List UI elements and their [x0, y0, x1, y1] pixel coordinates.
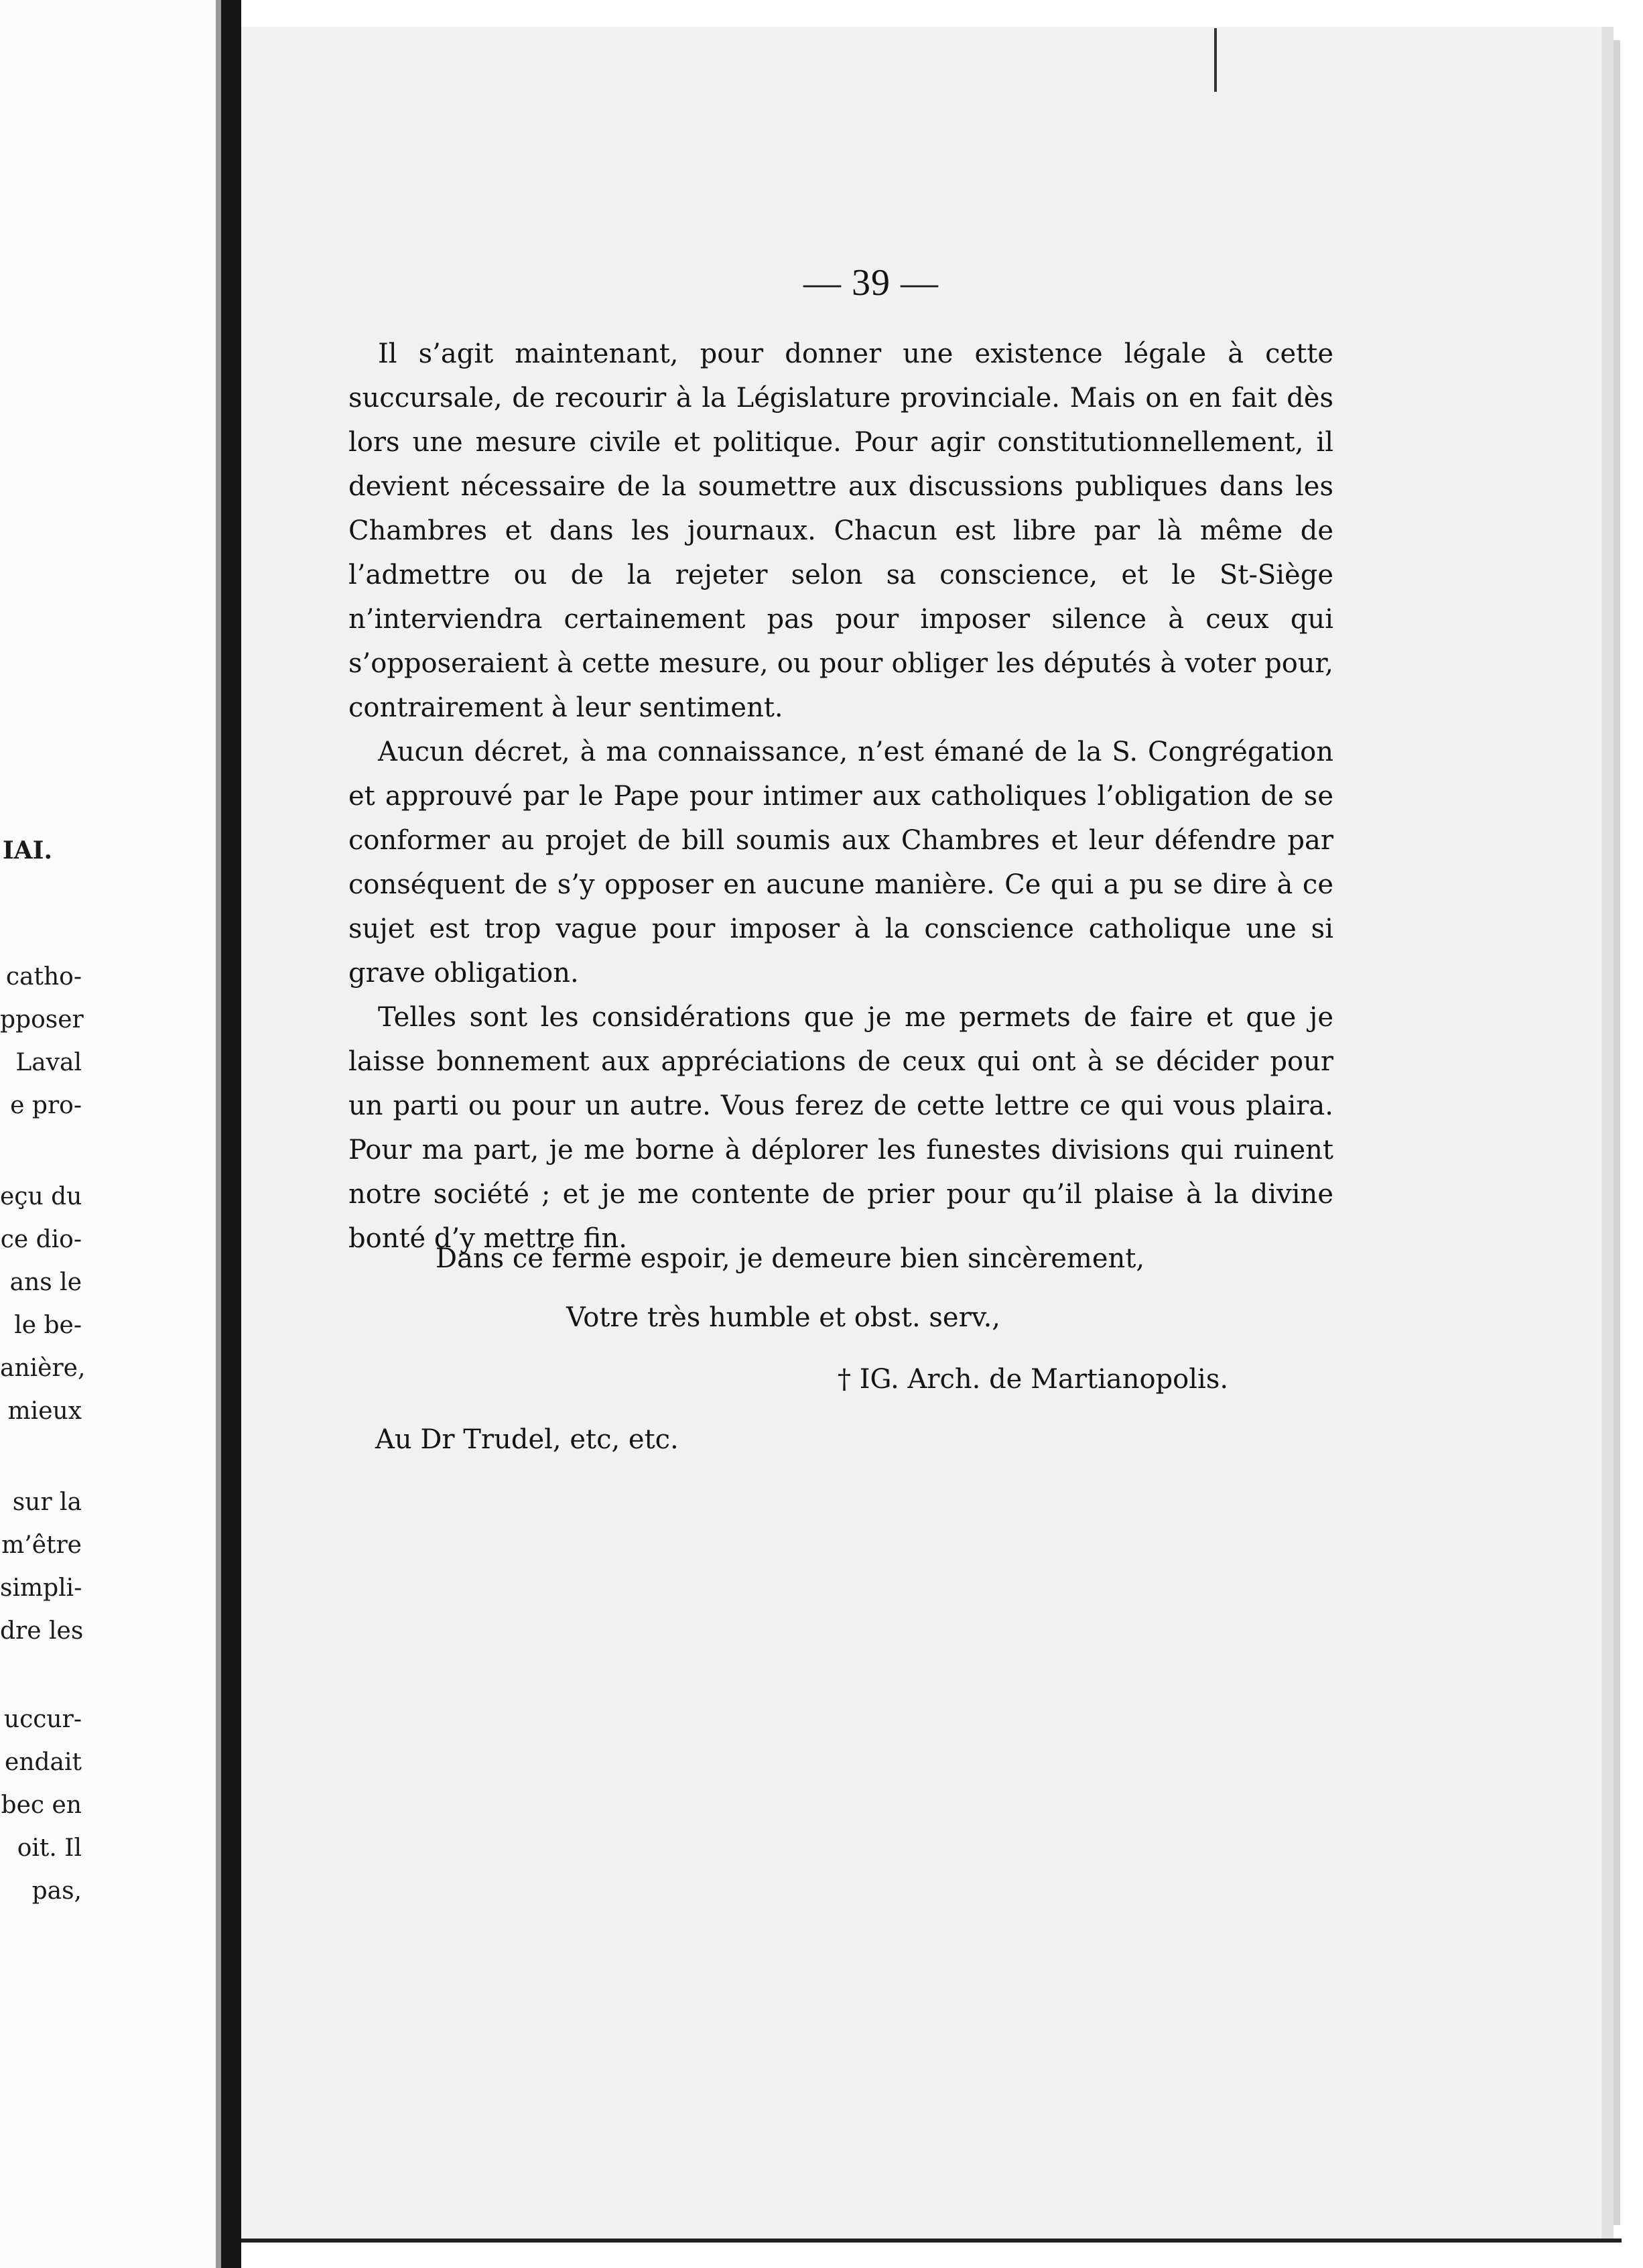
left-page-line: Laval — [15, 1049, 82, 1076]
paragraph: Aucun décret, à ma connaissance, n’est émané de la S. Congrégation et approuvé par le Pape pour intimer aux catholiques l’obligation de se conformer au projet de bill soumis aux Chambres et leur défendre par conséquent de s’y opposer en aucune manière. Ce qui a pu se dire à ce sujet est trop vague pour imposer à la conscience catholique une si grave obligation. — [348, 737, 1333, 989]
recipient: Au Dr Trudel, etc, etc. — [375, 1424, 679, 1455]
letter-body — [348, 332, 1333, 1261]
paragraph: Il s’agit maintenant, pour donner une existence légale à cette succursale, de recourir à la Législature provinciale. Mais on en fait dès lors une mesure civile et politique. Pour agir constitutionnellement, il devient nécessaire de la soumettre aux discussions publiques dans les Chambres et dans les journaux. Chacun est libre par là même de l’admettre ou de la rejeter selon sa conscience, et le St-Siège n’interviendra certainement pas pour imposer silence à ceux qui s’opposeraient à cette mesure, ou pour obliger les députés à voter pour, contrairement à leur sentiment. — [348, 338, 1333, 723]
signature: † IG. Arch. de Martianopolis. — [838, 1364, 1229, 1395]
page-edge — [1601, 27, 1614, 2239]
left-page-line: simpli- — [0, 1574, 82, 1602]
page-edge-shadow — [1614, 40, 1620, 2225]
closing-salutation: Votre très humble et obst. serv., — [566, 1302, 1001, 1333]
left-page-line: mieux — [7, 1397, 82, 1425]
book-gutter — [221, 0, 241, 2268]
left-page-line: le be- — [14, 1312, 82, 1339]
left-page-line: uccur- — [3, 1706, 82, 1733]
left-page-line: catho- — [5, 963, 82, 991]
page-number: — 39 — — [803, 262, 939, 304]
left-page-line: dre les — [0, 1617, 84, 1645]
left-page-line: bec en — [1, 1791, 82, 1819]
left-page-line: pas, — [31, 1877, 82, 1905]
left-page-line: sur la — [12, 1489, 82, 1516]
left-page-line: ans le — [9, 1269, 82, 1296]
left-page-line: endait — [5, 1749, 82, 1776]
left-page-line: anière, — [0, 1354, 86, 1382]
left-page-line: oit. Il — [17, 1834, 82, 1862]
left-page-line: ce dio- — [0, 1226, 82, 1253]
page-bottom-edge — [241, 2239, 1622, 2243]
left-page-line: m’être — [1, 1531, 82, 1559]
left-page-heading: IAI. — [2, 836, 52, 865]
scan-mark — [1214, 28, 1217, 92]
left-page-line: e pro- — [10, 1092, 82, 1119]
left-facing-page — [0, 0, 231, 2268]
closing-line: Dans ce ferme espoir, je demeure bien sincèrement, — [436, 1243, 1145, 1274]
left-page-line: eçu du — [0, 1183, 82, 1210]
paragraph: Telles sont les considérations que je me permets de faire et que je laisse bonnement aux appréciations de ceux qui ont à se décider pour un parti ou pour un autre. Vous ferez de cette lettre ce qui vous plaira. Pour ma part, je me borne à déplorer les funestes divisions qui ruinent notre société ; et je me contente de prier pour qu’il plaise à la divine bonté d’y mettre fin. — [348, 1002, 1333, 1254]
left-page-line: pposer — [0, 1006, 84, 1033]
